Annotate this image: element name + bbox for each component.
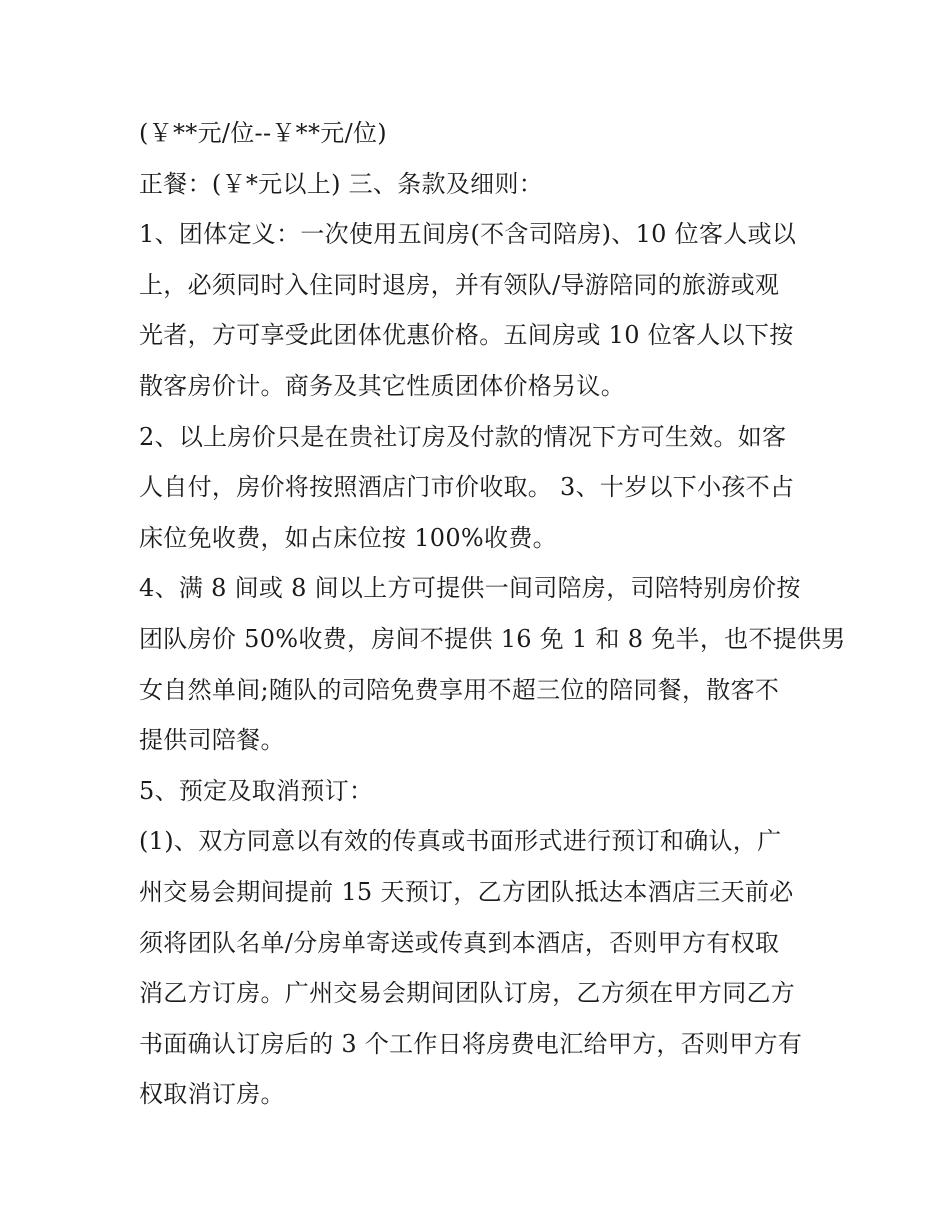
text-line: 消乙方订房。广州交易会期间团队订房，乙方须在甲方同乙方 <box>139 979 796 1008</box>
text-line-dinner-and-terms-heading: 正餐：(￥*元以上) 三、条款及细则： <box>139 169 544 198</box>
text-line: 须将团队名单/分房单寄送或传真到本酒店，否则甲方有权取 <box>139 928 780 957</box>
text-line: 提供司陪餐。 <box>139 726 285 755</box>
text-line: 上，必须同时入住同时退房，并有领队/导游陪同的旅游或观 <box>139 270 780 299</box>
text-line: 床位免收费，如占床位按 100%收费。 <box>139 523 557 552</box>
text-line: 书面确认订房后的 3 个工作日将房费电汇给甲方，否则甲方有 <box>139 1029 803 1058</box>
text-line: 权取消订房。 <box>139 1080 285 1109</box>
text-line: 散客房价计。商务及其它性质团体价格另议。 <box>139 371 625 400</box>
text-line: 团队房价 50%收费，房间不提供 16 免 1 和 8 免半，也不提供男 <box>139 624 846 653</box>
text-line: 2、以上房价只是在贵社订房及付款的情况下方可生效。如客 <box>139 422 787 451</box>
text-line: (1)、双方同意以有效的传真或书面形式进行预订和确认，广 <box>139 827 782 856</box>
text-line: 女自然单间;随队的司陪免费享用不超三位的陪同餐，散客不 <box>139 675 780 704</box>
text-line: 州交易会期间提前 15 天预订，乙方团队抵达本酒店三天前必 <box>139 877 794 906</box>
text-line: 1、团体定义：一次使用五间房(不含司陪房)、10 位客人或以 <box>139 220 797 249</box>
text-line-reservation-heading: 5、预定及取消预订： <box>139 776 374 805</box>
document-body <box>139 108 846 1120</box>
text-line: 光者，方可享受此团体优惠价格。五间房或 10 位客人以下按 <box>139 321 794 350</box>
text-line-price-range: (￥**元/位--￥**元/位) <box>139 119 387 147</box>
text-line: 人自付，房价将按照酒店门市价收取。 3、十岁以下小孩不占 <box>139 473 795 502</box>
text-line: 4、满 8 间或 8 间以上方可提供一间司陪房，司陪特别房价按 <box>139 574 801 603</box>
